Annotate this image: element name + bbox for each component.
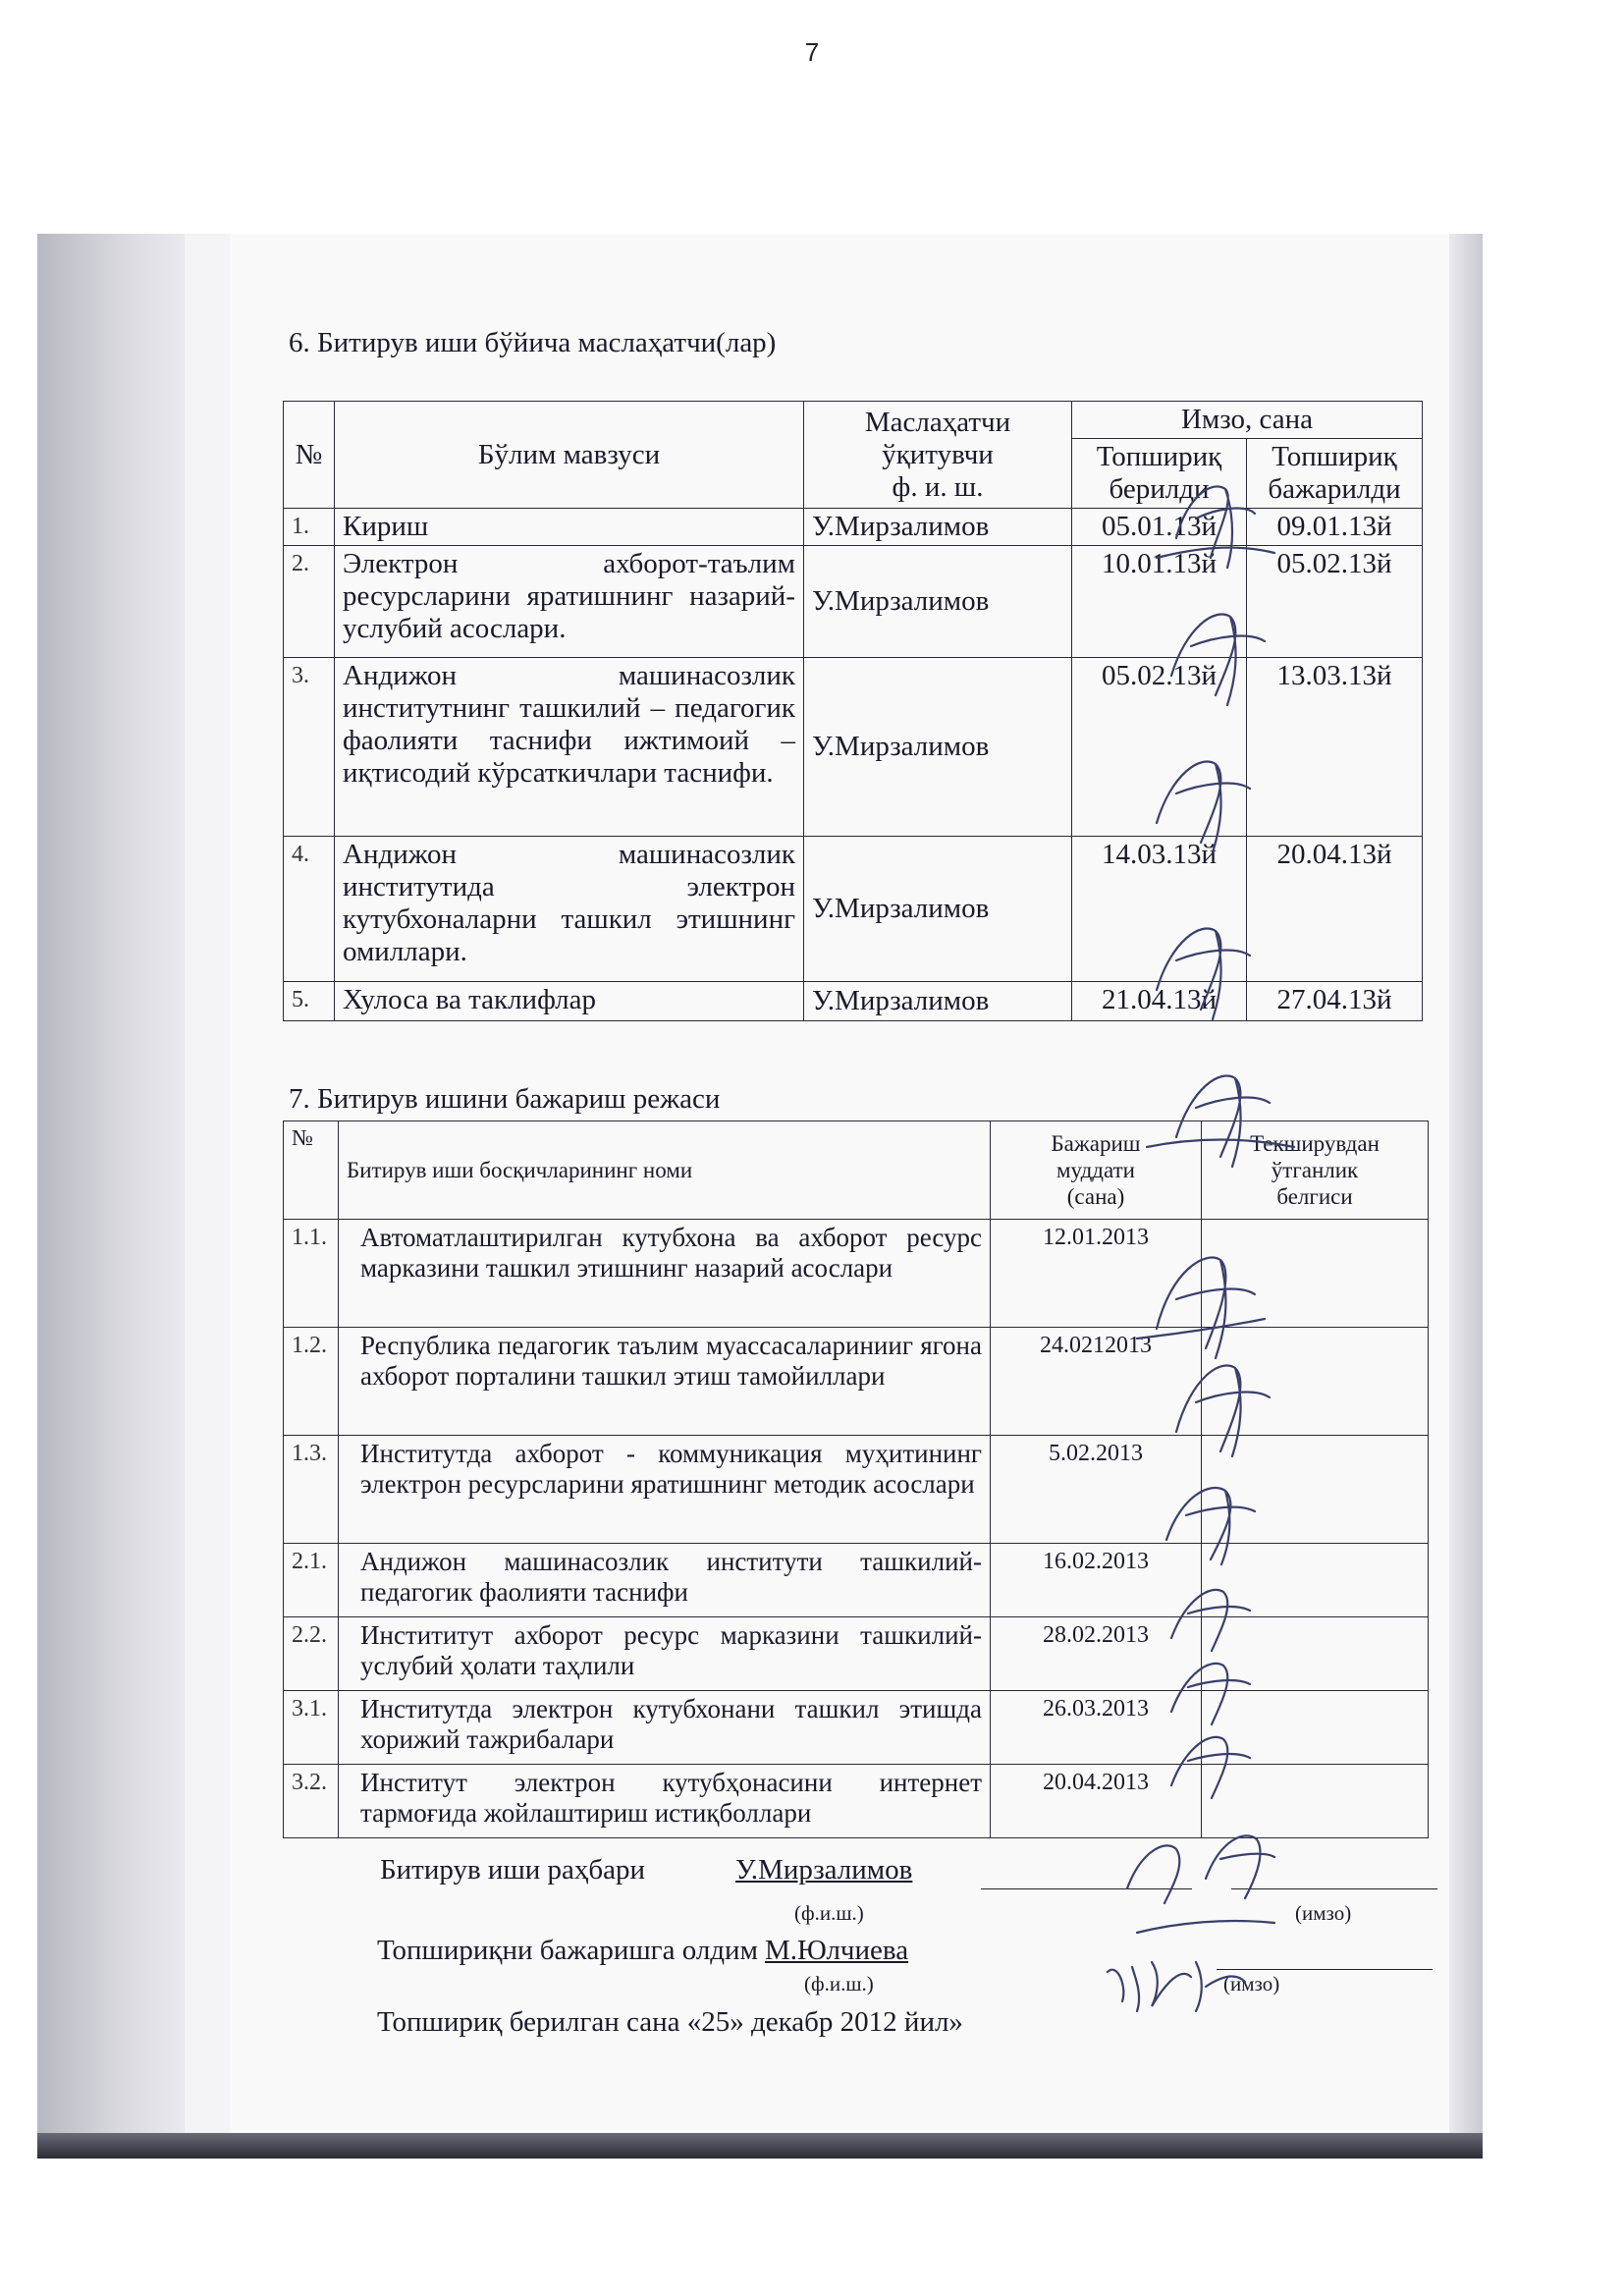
plan-row-date: 28.02.2013 — [991, 1617, 1202, 1691]
plan-row-check — [1202, 1765, 1429, 1838]
col-header-given — [1072, 439, 1247, 509]
deadline-header-l1: Бажариш — [1051, 1131, 1141, 1156]
fio-caption-2: (ф.и.ш.) — [804, 1972, 874, 1995]
accepted-label: Топшириқни бажаришга олдим — [377, 1935, 758, 1966]
check-header-l3: белгиси — [1276, 1184, 1353, 1209]
row-advisor: У.Мирзалимов — [804, 509, 1072, 546]
deadline-header-l3: (сана) — [1066, 1184, 1125, 1209]
plan-header-stage: Битирув иши босқичларининг номи — [339, 1121, 991, 1220]
plan-row-stage: Андижон машинасозлик институти ташкилий-педагогик фаолияти таснифи — [339, 1544, 991, 1617]
done-header-l1: Топшириқ — [1272, 441, 1397, 472]
plan-row-check — [1202, 1544, 1429, 1617]
col-header-num: № — [284, 402, 335, 509]
row-done-date: 05.02.13й — [1247, 546, 1423, 658]
done-header-l2: бажарилди — [1268, 473, 1401, 505]
row-topic: Электрон ахборот-таълим ресурсларини яратишнинг назарий-услубий асослари. — [335, 546, 804, 658]
supervisor-sign-rule — [1231, 1888, 1437, 1889]
row-num: 3. — [284, 658, 335, 837]
row-num: 1. — [284, 509, 335, 546]
plan-header-check — [1202, 1121, 1429, 1220]
row-advisor: У.Мирзалимов — [804, 837, 1072, 982]
fio-caption: (ф.и.ш.) — [794, 1901, 864, 1925]
advisors-table — [283, 401, 1423, 1021]
plan-row-num: 1.1. — [284, 1220, 339, 1328]
row-advisor: У.Мирзалимов — [804, 658, 1072, 837]
table-row — [284, 982, 1423, 1021]
row-done-date: 13.03.13й — [1247, 658, 1423, 837]
plan-header-num: № — [284, 1121, 339, 1220]
col-header-sign-date: Имзо, сана — [1072, 402, 1423, 439]
plan-row-check — [1202, 1691, 1429, 1765]
plan-row-date: 26.03.2013 — [991, 1691, 1202, 1765]
table-row — [284, 837, 1423, 982]
supervisor-name: У.Мирзалимов — [735, 1854, 913, 1886]
row-topic: Кириш — [335, 509, 804, 546]
date-line: Топшириқ берилган сана «25» декабр 2012 йил» — [377, 2006, 963, 2038]
student-name: М.Юлчиева — [765, 1935, 909, 1966]
plan-row-stage: Институтда электрон кутубхонани ташкил этишда хорижий тажрибалари — [339, 1691, 991, 1765]
row-done-date: 09.01.13й — [1247, 509, 1423, 546]
plan-row-stage: Автоматлаштирилган кутубхона ва ахборот ресурс марказини ташкил этишнинг назарий асослари — [339, 1220, 991, 1328]
scanned-page — [37, 234, 1483, 2159]
plan-row-stage: Республика педагогик таълим муассасаларинииг ягона ахборот порталини ташкил этиш тамойиллари — [339, 1328, 991, 1436]
table-row — [284, 509, 1423, 546]
table-row — [284, 1436, 1429, 1544]
table-row — [284, 1544, 1429, 1617]
row-advisor: У.Мирзалимов — [804, 546, 1072, 658]
book-edge-right — [1449, 234, 1483, 2159]
table-row — [284, 1328, 1429, 1436]
sign-caption-2: (имзо) — [1223, 1972, 1280, 1995]
col-header-topic: Бўлим мавзуси — [335, 402, 804, 509]
plan-row-date: 12.01.2013 — [991, 1220, 1202, 1328]
row-advisor: У.Мирзалимов — [804, 982, 1072, 1021]
supervisor-label: Битирув иши раҳбари — [380, 1854, 646, 1886]
row-given-date: 05.01.13й — [1072, 509, 1247, 546]
plan-row-num: 3.1. — [284, 1691, 339, 1765]
scan-bottom-edge — [37, 2133, 1483, 2159]
plan-row-check — [1202, 1328, 1429, 1436]
plan-row-check — [1202, 1436, 1429, 1544]
given-header-l2: берилди — [1109, 473, 1210, 505]
plan-row-stage: Институтда ахборот - коммуникация муҳитининг электрон ресурсларини яратишнинг методик асослари — [339, 1436, 991, 1544]
row-topic: Андижон машинасозлик институтнинг ташкилий – педагогик фаолияти таснифи ижтимоий – иқтисодий кўрсаткичлари таснифи. — [335, 658, 804, 837]
plan-row-stage: Институт электрон кутубҳонасини интернет тармоғида жойлаштириш истиқболлари — [339, 1765, 991, 1838]
check-header-l1: Текширувдан — [1250, 1131, 1380, 1156]
sign-caption: (имзо) — [1295, 1901, 1352, 1925]
section7-heading: 7. Битирув ишини бажариш режаси — [289, 1083, 721, 1115]
row-done-date: 27.04.13й — [1247, 982, 1423, 1021]
row-num: 4. — [284, 837, 335, 982]
plan-row-date: 5.02.2013 — [991, 1436, 1202, 1544]
plan-header-deadline — [991, 1121, 1202, 1220]
table-row — [284, 546, 1423, 658]
plan-row-num: 3.2. — [284, 1765, 339, 1838]
row-num: 5. — [284, 982, 335, 1021]
table-row — [284, 658, 1423, 837]
table-row — [284, 1220, 1429, 1328]
plan-row-date: 16.02.2013 — [991, 1544, 1202, 1617]
table-row — [284, 1691, 1429, 1765]
plan-row-num: 2.2. — [284, 1617, 339, 1691]
col-header-advisor — [804, 402, 1072, 509]
advisor-header-l3: ф. и. ш. — [892, 470, 984, 503]
plan-row-check — [1202, 1617, 1429, 1691]
row-given-date: 10.01.13й — [1072, 546, 1247, 658]
row-topic: Хулоса ва таклифлар — [335, 982, 804, 1021]
table-row — [284, 1617, 1429, 1691]
section6-heading: 6. Битирув иши бўйича маслаҳатчи(лар) — [289, 327, 777, 358]
book-spine-left — [37, 234, 185, 2159]
row-done-date: 20.04.13й — [1247, 837, 1423, 982]
plan-row-date: 20.04.2013 — [991, 1765, 1202, 1838]
document-sheet — [230, 234, 1449, 2133]
plan-row-stage: Инстититут ахборот ресурс марказини ташкилий-услубий ҳолати таҳлили — [339, 1617, 991, 1691]
check-header-l2: ўтганлик — [1271, 1158, 1359, 1182]
plan-row-num: 1.2. — [284, 1328, 339, 1436]
row-given-date: 21.04.13й — [1072, 982, 1247, 1021]
plan-row-num: 1.3. — [284, 1436, 339, 1544]
plan-table — [283, 1121, 1429, 1838]
row-given-date: 05.02.13й — [1072, 658, 1247, 837]
col-header-done — [1247, 439, 1423, 509]
deadline-header-l2: муддати — [1056, 1158, 1135, 1182]
table-row — [284, 1765, 1429, 1838]
row-num: 2. — [284, 546, 335, 658]
advisor-header-l2: ўқитувчи — [882, 438, 994, 470]
plan-row-date: 24.0212013 — [991, 1328, 1202, 1436]
student-sign-rule — [1217, 1969, 1433, 1970]
supervisor-name-rule — [981, 1888, 1192, 1889]
row-given-date: 14.03.13й — [1072, 837, 1247, 982]
page-number: 7 — [804, 37, 820, 67]
plan-row-check — [1202, 1220, 1429, 1328]
advisor-header-l1: Маслаҳатчи — [864, 406, 1011, 438]
row-topic: Андижон машинасозлик институтида электрон кутубхоналарни ташкил этишнинг омиллари. — [335, 837, 804, 982]
plan-row-num: 2.1. — [284, 1544, 339, 1617]
given-header-l1: Топшириқ — [1096, 441, 1222, 472]
